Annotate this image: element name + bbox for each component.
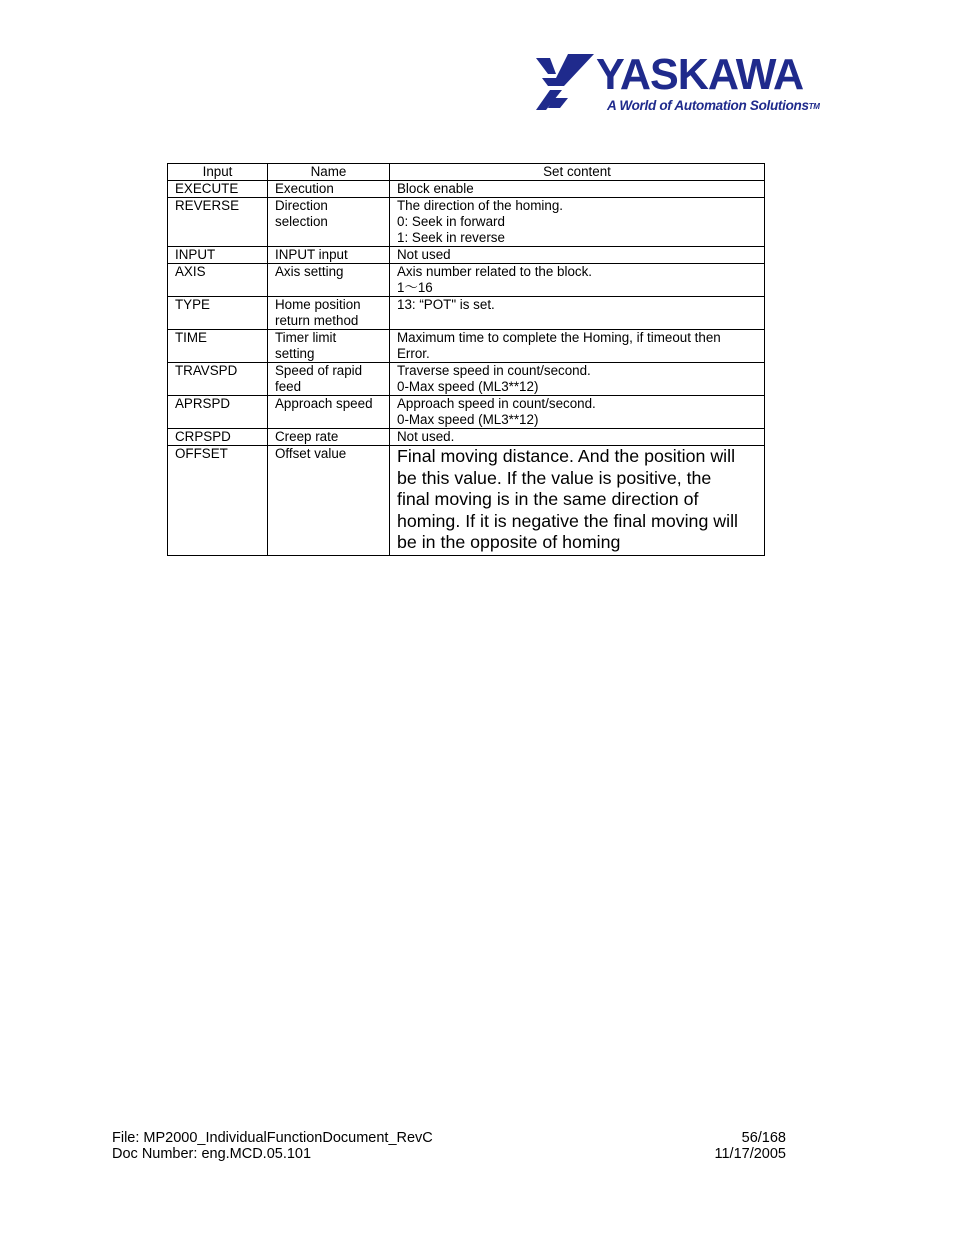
cell-name-line: Home position <box>275 297 361 312</box>
cell-input: INPUT <box>168 247 268 264</box>
cell-name-line: feed <box>275 379 302 394</box>
cell-content-line: 1～16 <box>397 280 433 295</box>
table-row <box>168 181 765 198</box>
cell-content-line: The direction of the homing. <box>397 198 563 213</box>
cell-input: EXECUTE <box>168 181 268 198</box>
cell-name-line: Speed of rapid <box>275 363 363 378</box>
page-footer <box>112 1130 786 1162</box>
cell-name-line: selection <box>275 214 328 229</box>
table-header-row <box>168 164 765 181</box>
table-row <box>168 396 765 429</box>
cell-name-line: return method <box>275 313 359 328</box>
table-row <box>168 330 765 363</box>
cell-set-content <box>390 181 765 198</box>
cell-name <box>268 396 390 429</box>
cell-content-line: Approach speed in count/second. <box>397 396 596 411</box>
logo-brand-text: YASKAWA <box>596 50 804 99</box>
cell-content-line: 0-Max speed (ML3**12) <box>397 412 539 427</box>
cell-input: CRPSPD <box>168 429 268 446</box>
cell-content-line: Error. <box>397 346 430 361</box>
cell-name-line: Approach speed <box>275 396 373 411</box>
cell-name <box>268 198 390 247</box>
cell-input: AXIS <box>168 264 268 297</box>
cell-set-content <box>390 297 765 330</box>
table-row <box>168 198 765 247</box>
cell-name-line: Creep rate <box>275 429 339 444</box>
cell-set-content <box>390 429 765 446</box>
cell-set-content <box>390 446 765 556</box>
cell-input: APRSPD <box>168 396 268 429</box>
cell-input: TIME <box>168 330 268 363</box>
cell-input: OFFSET <box>168 446 268 556</box>
cell-content-line: final moving is in the same direction of <box>397 489 699 509</box>
cell-name <box>268 330 390 363</box>
cell-content-line: 0-Max speed (ML3**12) <box>397 379 539 394</box>
cell-content-line: 13: “POT" is set. <box>397 297 495 312</box>
cell-set-content <box>390 198 765 247</box>
cell-set-content <box>390 264 765 297</box>
cell-content-line: Traverse speed in count/second. <box>397 363 591 378</box>
cell-content-line: Block enable <box>397 181 474 196</box>
header-input: Input <box>168 164 268 181</box>
cell-set-content <box>390 247 765 264</box>
footer-file: File: MP2000_IndividualFunctionDocument_RevC <box>112 1130 433 1146</box>
cell-content-line: Final moving distance. And the position will <box>397 446 736 466</box>
footer-doc-number: Doc Number: eng.MCD.05.101 <box>112 1146 312 1162</box>
cell-name-line: INPUT input <box>275 247 348 262</box>
cell-content-line: homing. If it is negative the final moving will <box>397 510 738 531</box>
cell-set-content <box>390 330 765 363</box>
cell-content-line: Maximum time to complete the Homing, if timeout then <box>397 330 721 345</box>
cell-input: TRAVSPD <box>168 363 268 396</box>
table-row <box>168 297 765 330</box>
yaskawa-logo <box>534 52 824 118</box>
table-row <box>168 264 765 297</box>
cell-content-line: be this value. If the value is positive, the <box>397 467 712 488</box>
input-parameters-table <box>167 163 765 556</box>
cell-content-line: Not used. <box>397 429 455 444</box>
cell-name <box>268 429 390 446</box>
cell-content-line: 0: Seek in forward <box>397 214 505 229</box>
cell-name <box>268 181 390 198</box>
cell-input: TYPE <box>168 297 268 330</box>
cell-content-line: Axis number related to the block. <box>397 264 593 279</box>
table-row <box>168 247 765 264</box>
cell-name-line: Direction <box>275 198 328 213</box>
cell-name-line: Offset value <box>275 446 347 461</box>
cell-input: REVERSE <box>168 198 268 247</box>
cell-content-line: Not used <box>397 247 451 262</box>
footer-page-number: 56/168 <box>741 1130 786 1146</box>
cell-name-line: setting <box>275 346 315 361</box>
cell-name <box>268 247 390 264</box>
table-row <box>168 363 765 396</box>
cell-name-line: Timer limit <box>275 330 337 345</box>
cell-name <box>268 446 390 556</box>
header-name: Name <box>268 164 390 181</box>
cell-name <box>268 363 390 396</box>
cell-set-content <box>390 363 765 396</box>
table-row <box>168 429 765 446</box>
cell-name <box>268 264 390 297</box>
cell-set-content <box>390 396 765 429</box>
table-row <box>168 446 765 556</box>
logo-tagline: A World of Automation SolutionsTM <box>607 98 820 113</box>
footer-date: 11/17/2005 <box>714 1146 786 1162</box>
cell-name-line: Axis setting <box>275 264 344 279</box>
header-set-content: Set content <box>390 164 765 181</box>
cell-content-line: 1: Seek in reverse <box>397 230 505 245</box>
cell-name <box>268 297 390 330</box>
cell-content-line: be in the opposite of homing <box>397 532 621 552</box>
cell-name-line: Execution <box>275 181 334 196</box>
yaskawa-logo-mark-icon <box>534 52 596 112</box>
